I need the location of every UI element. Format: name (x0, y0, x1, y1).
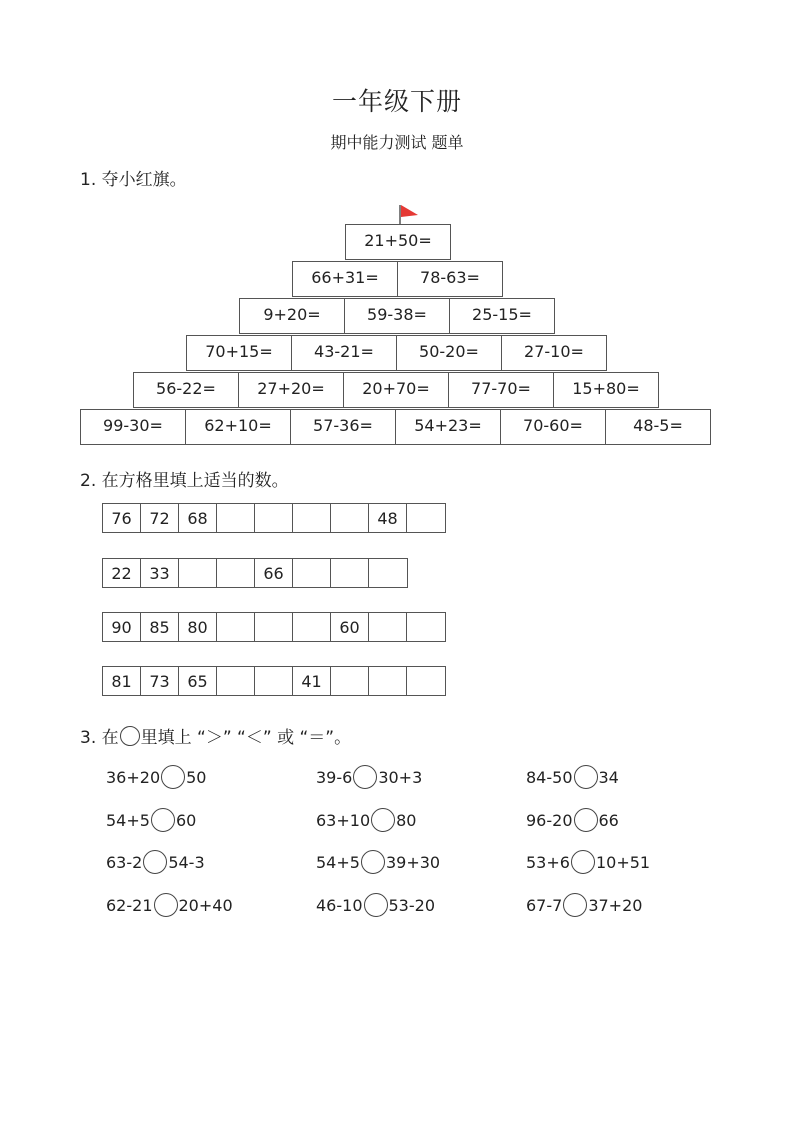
sequence-blank-cell[interactable] (293, 613, 331, 641)
pyramid-cell (553, 372, 659, 408)
comparison-left: 62-21 (106, 895, 153, 915)
page-title: 一年级下册 (331, 87, 462, 116)
question-1-heading: 1. 夺小红旗。 (80, 170, 187, 190)
comparison-right: 10+51 (595, 852, 651, 872)
sequence-blank-cell[interactable] (255, 613, 293, 641)
sequence-cell: 85 (141, 613, 179, 641)
pyramid-expression: 77-70= (471, 378, 531, 398)
page-subtitle: 期中能力测试 题单 (330, 133, 464, 152)
sequence-blank-cell[interactable] (255, 667, 293, 695)
sequence-blank-cell[interactable] (293, 559, 331, 587)
question-3-heading (80, 723, 351, 748)
comparison-item (316, 849, 440, 875)
comparison-right: 37+20 (588, 895, 643, 915)
sequence-blank-cell[interactable] (217, 613, 255, 641)
sequence-blank-cell[interactable] (331, 559, 369, 587)
answer-circle-icon[interactable] (353, 765, 377, 789)
sequence-blank-cell[interactable] (407, 667, 445, 695)
answer-circle-icon[interactable] (364, 893, 388, 917)
pyramid-cell (343, 372, 449, 408)
pyramid-expression: 99-30= (103, 415, 163, 435)
comparison-item (316, 892, 435, 918)
answer-circle-icon[interactable] (574, 808, 598, 832)
pyramid-expression: 27+20= (257, 378, 325, 398)
sequence-blank-cell[interactable] (217, 504, 255, 532)
answer-circle-icon[interactable] (143, 850, 167, 874)
pyramid-cell (605, 409, 711, 445)
pyramid-expression: 43-21= (314, 341, 374, 361)
comparison-left: 54+5 (316, 852, 360, 872)
pyramid-cell (80, 409, 186, 445)
comparison-item (106, 764, 206, 790)
comparison-item (526, 892, 642, 918)
pyramid-cell (501, 335, 607, 371)
sequence-cell: 90 (103, 613, 141, 641)
comparison-left: 63+10 (316, 810, 371, 830)
sequence-blank-cell[interactable] (369, 667, 407, 695)
pyramid-cell (345, 224, 451, 260)
sequence-row (102, 612, 446, 642)
comparison-item (526, 849, 650, 875)
comparison-left: 96-20 (526, 810, 573, 830)
sequence-blank-cell[interactable] (293, 504, 331, 532)
question-2-heading: 2. 在方格里填上适当的数。 (80, 471, 289, 491)
comparison-right: 60 (175, 810, 197, 830)
comparison-item (106, 807, 196, 833)
pyramid-expression: 56-22= (156, 378, 216, 398)
pyramid-expression: 15+80= (572, 378, 640, 398)
sequence-cell: 48 (369, 504, 407, 532)
answer-circle-icon[interactable] (154, 893, 178, 917)
comparison-item (106, 849, 205, 875)
sequence-row (102, 558, 408, 588)
comparison-left: 54+5 (106, 810, 150, 830)
pyramid-cell (291, 335, 397, 371)
sequence-cell: 22 (103, 559, 141, 587)
comparison-right: 66 (598, 810, 619, 830)
pyramid-expression: 59-38= (367, 304, 427, 324)
pyramid-expression: 70+15= (205, 341, 273, 361)
pyramid-expression: 48-5= (633, 415, 683, 435)
pyramid-cell (500, 409, 606, 445)
sequence-cell: 68 (179, 504, 217, 532)
pyramid-expression: 21+50= (364, 230, 432, 250)
comparison-right: 30+3 (378, 767, 423, 787)
sequence-blank-cell[interactable] (217, 559, 255, 587)
sequence-cell: 80 (179, 613, 217, 641)
comparison-right: 34 (598, 767, 619, 787)
pyramid-expression: 25-15= (472, 304, 532, 324)
pyramid-cell (344, 298, 450, 334)
pyramid-expression: 78-63= (420, 267, 480, 287)
sequence-cell: 76 (103, 504, 141, 532)
pyramid-expression: 27-10= (524, 341, 584, 361)
answer-circle-icon[interactable] (574, 765, 598, 789)
pyramid-expression: 9+20= (263, 304, 321, 324)
comparison-left: 84-50 (526, 767, 573, 787)
comparison-left: 67-7 (526, 895, 563, 915)
answer-circle-icon[interactable] (151, 808, 175, 832)
question-3-heading-prefix: 3. 在 (80, 728, 119, 748)
sequence-blank-cell[interactable] (407, 504, 445, 532)
answer-circle-icon (120, 726, 140, 746)
comparison-right: 20+40 (178, 895, 233, 915)
pyramid-cell (397, 261, 503, 297)
comparison-right: 39+30 (385, 852, 441, 872)
pyramid-cell (185, 409, 291, 445)
answer-circle-icon[interactable] (161, 765, 185, 789)
answer-circle-icon[interactable] (563, 893, 587, 917)
sequence-blank-cell[interactable] (255, 504, 293, 532)
pyramid-cell (449, 298, 555, 334)
comparison-item (526, 807, 619, 833)
sequence-cell: 81 (103, 667, 141, 695)
comparison-right: 50 (186, 767, 207, 787)
pyramid-cell (290, 409, 396, 445)
sequence-cell: 65 (179, 667, 217, 695)
question-3-heading-suffix: 里填上 “＞” “＜” 或 “＝”。 (140, 728, 352, 748)
pyramid-expression: 57-36= (313, 415, 373, 435)
pyramid-cell (396, 335, 502, 371)
sequence-blank-cell[interactable] (217, 667, 255, 695)
comparison-right: 80 (396, 810, 417, 830)
comparison-item (526, 764, 619, 790)
pyramid-expression: 50-20= (419, 341, 479, 361)
comparison-left: 36+20 (106, 767, 161, 787)
pyramid-cell (448, 372, 554, 408)
sequence-cell: 73 (141, 667, 179, 695)
answer-circle-icon[interactable] (571, 850, 595, 874)
pyramid-expression: 66+31= (311, 267, 379, 287)
comparison-left: 39-6 (316, 767, 353, 787)
pyramid-cell (238, 372, 344, 408)
sequence-blank-cell[interactable] (407, 613, 445, 641)
comparison-right: 53-20 (388, 895, 435, 915)
sequence-row (102, 503, 446, 533)
comparison-item (316, 807, 416, 833)
sequence-blank-cell[interactable] (179, 559, 217, 587)
sequence-cell: 72 (141, 504, 179, 532)
comparison-item (316, 764, 422, 790)
comparison-right: 54-3 (168, 852, 205, 872)
sequence-cell: 33 (141, 559, 179, 587)
sequence-row (102, 666, 446, 696)
pyramid-expression: 54+23= (414, 415, 482, 435)
pyramid-expression: 20+70= (362, 378, 430, 398)
pyramid-cell (239, 298, 345, 334)
answer-circle-icon[interactable] (371, 808, 395, 832)
pyramid-expression: 62+10= (204, 415, 272, 435)
sequence-cell: 66 (255, 559, 293, 587)
sequence-blank-cell[interactable] (369, 559, 407, 587)
answer-circle-icon[interactable] (361, 850, 385, 874)
sequence-cell: 41 (293, 667, 331, 695)
comparison-left: 53+6 (526, 852, 570, 872)
comparison-left: 46-10 (316, 895, 363, 915)
pyramid-expression: 70-60= (523, 415, 583, 435)
comparison-item (106, 892, 233, 918)
sequence-blank-cell[interactable] (331, 504, 369, 532)
sequence-blank-cell[interactable] (331, 667, 369, 695)
pyramid-cell (133, 372, 239, 408)
pyramid-cell (292, 261, 398, 297)
comparison-left: 63-2 (106, 852, 143, 872)
sequence-cell: 60 (331, 613, 369, 641)
pyramid-cell (395, 409, 501, 445)
pyramid-cell (186, 335, 292, 371)
sequence-blank-cell[interactable] (369, 613, 407, 641)
